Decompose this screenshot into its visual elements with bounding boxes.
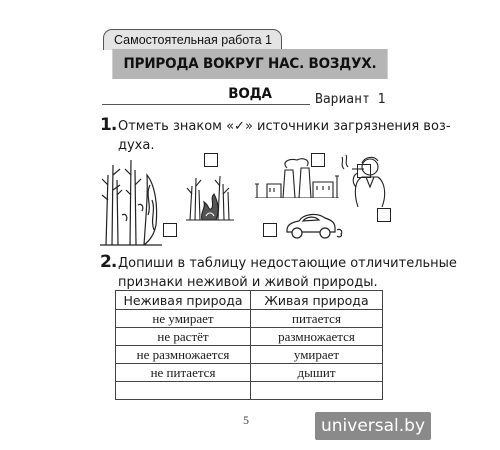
table-cell[interactable]: умирает [251, 346, 383, 364]
table-row [116, 328, 383, 346]
page-number: 5 [243, 413, 249, 427]
fire-icon [186, 172, 234, 222]
nature-properties-table [115, 290, 383, 400]
topic-title-bar: ПРИРОДА ВОКРУГ НАС. ВОЗДУХ. ВОДА [112, 49, 387, 79]
task1-number: 1. [100, 115, 117, 135]
fire-checkbox[interactable] [204, 153, 218, 167]
fire-picture [186, 172, 234, 222]
task1-text-line2: духа. [118, 138, 155, 153]
car-picture [283, 208, 345, 240]
smoker-picture [340, 153, 388, 207]
table-row [116, 364, 383, 382]
smoker-icon [340, 153, 388, 207]
table-header-row [116, 291, 383, 310]
table-row [116, 346, 383, 364]
variant-rule [102, 104, 310, 105]
task2-text-line2: признаки неживой и живой природы. [118, 275, 378, 290]
task2-text-line1: Допиши в таблицу недостающие отличительные [118, 256, 457, 271]
table-cell[interactable]: не размножается [116, 346, 251, 364]
factory-lower-checkbox[interactable] [263, 223, 277, 237]
task2-number: 2. [100, 252, 117, 272]
trees-icon [100, 155, 162, 247]
table-cell[interactable] [251, 382, 383, 400]
task1-text-line1: Отметь знаком «✓» источники загрязнения воз- [118, 119, 451, 134]
smoker-checkbox[interactable] [377, 208, 391, 222]
table-cell[interactable]: не умирает [116, 310, 251, 328]
table-row-empty [116, 382, 383, 400]
factory-icon [253, 158, 341, 198]
table-cell[interactable]: дышит [251, 364, 383, 382]
header-living: Живая природа [251, 291, 383, 310]
table-cell[interactable]: не растёт [116, 328, 251, 346]
table-cell[interactable] [116, 382, 251, 400]
car-icon [283, 208, 345, 240]
variant-label: Вариант 1 [315, 92, 386, 107]
table-cell[interactable]: не питается [116, 364, 251, 382]
header-nonliving: Неживая природа [116, 291, 251, 310]
table-cell[interactable]: размножается [251, 328, 383, 346]
forest-picture [100, 155, 162, 247]
factory-picture [253, 158, 341, 198]
watermark: universal.by [315, 412, 431, 440]
table-row [116, 310, 383, 328]
table-cell[interactable]: питается [251, 310, 383, 328]
work-label-tab: Самостоятельная работа 1 [103, 29, 282, 50]
forest-checkbox[interactable] [163, 223, 177, 237]
